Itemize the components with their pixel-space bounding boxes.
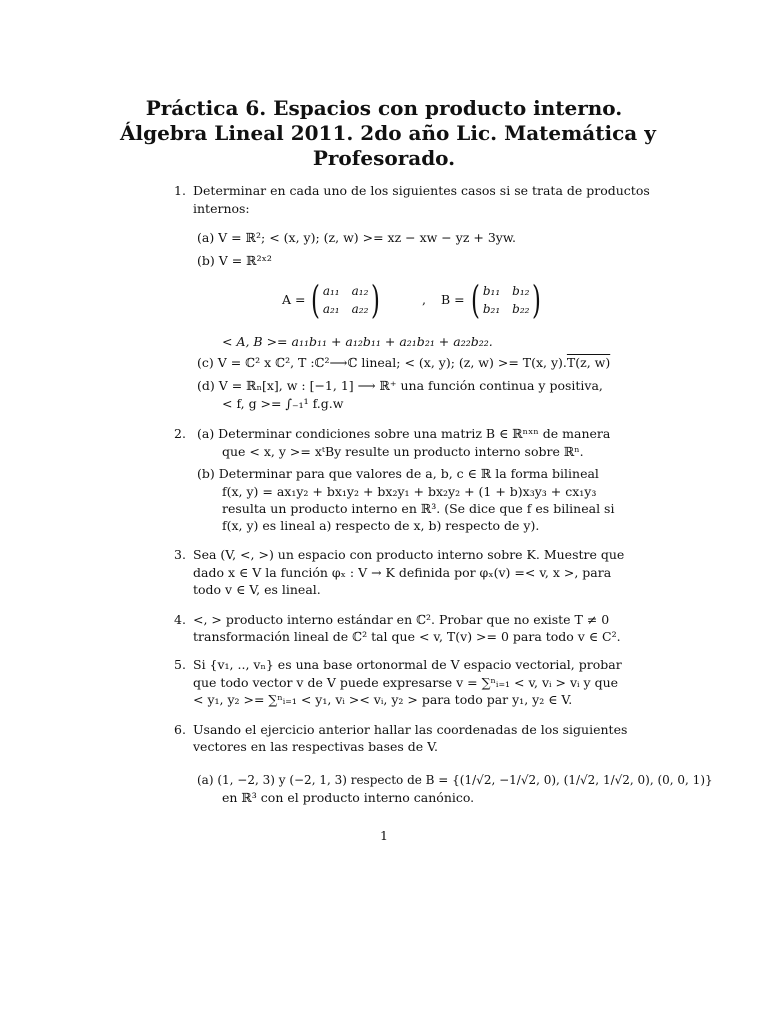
matrix-a-cell: a₁₂ — [351, 284, 369, 298]
exercise-1c-conjugate: T(z, w) — [566, 355, 611, 370]
exercise-1b: (b) V = ℝ²ˣ² — [197, 253, 272, 268]
page-number: 1 — [380, 828, 388, 843]
exercise-6a-line-2: en ℝ³ con el producto interno canónico. — [222, 790, 475, 805]
exercise-2a-line-2: que < x, y >= xᵗBy resulte un producto interno sobre ℝⁿ. — [222, 444, 584, 459]
exercise-6-number: 6. — [174, 722, 186, 737]
exercise-5-line-1: Si {v₁, .., vₙ} es una base ortonormal de V espacio vectorial, probar — [193, 657, 622, 672]
exercise-4-line-2: transformación lineal de ℂ² tal que < v, T(v) >= 0 para todo v ∈ C². — [193, 629, 621, 644]
matrix-b-cells — [483, 284, 530, 316]
matrix-a-cell: a₂₂ — [351, 302, 369, 316]
exercise-3-line-3: todo v ∈ V, es lineal. — [193, 582, 321, 597]
matrix-separator: , — [422, 292, 426, 307]
matrix-a-cell: a₁₁ — [322, 284, 340, 298]
exercise-4-number: 4. — [174, 612, 186, 627]
exercise-2b-line-2: f(x, y) = ax₁y₂ + bx₁y₂ + bx₂y₁ + bx₂y₂ + (1 + b)x₃y₃ + cx₁y₃ — [222, 484, 597, 499]
exercise-6-line-2: vectores en las respectivas bases de V. — [193, 739, 438, 754]
exercise-1d-line-1: (d) V = ℝₙ[x], w : [−1, 1] ⟶ ℝ⁺ una función continua y positiva, — [197, 378, 603, 393]
title-line-3: Profesorado. — [312, 146, 456, 170]
exercise-2-number: 2. — [174, 426, 186, 441]
matrix-b-label: B = — [441, 292, 465, 307]
exercise-4-line-1: <, > producto interno estándar en ℂ². Probar que no existe T ≠ 0 — [193, 612, 610, 627]
title-line-1: Práctica 6. Espacios con producto interno. — [145, 96, 623, 120]
exercise-1b-product: < A, B >= a₁₁b₁₁ + a₁₂b₁₁ + a₂₁b₂₁ + a₂₂b₂₂. — [222, 334, 493, 349]
matrix-a: ( a₁₁ a₁₂ a₂₁ a₂₂ ) — [310, 278, 381, 322]
page-title — [120, 96, 656, 171]
exercise-2b-line-4: f(x, y) es lineal a) respecto de x, b) respecto de y). — [222, 518, 540, 533]
matrix-a-cell: a₂₁ — [322, 302, 340, 316]
exercise-2b-line-1: (b) Determinar para que valores de a, b, c ∈ ℝ la forma bilineal — [197, 466, 599, 481]
exercise-3-line-2: dado x ∈ V la función φₓ : V → K definida por φₓ(v) =< v, x >, para — [193, 565, 612, 580]
title-line-2: Álgebra Lineal 2011. 2do año Lic. Matemática y — [120, 121, 656, 145]
exercise-2b-line-3: resulta un producto interno en ℝ³. (Se dice que f es bilineal si — [222, 501, 615, 516]
matrix-b-cell: b₁₂ — [512, 284, 530, 298]
exercise-3-line-1: Sea (V, <, >) un espacio con producto interno sobre K. Muestre que — [193, 547, 625, 562]
exercise-6a-line-1: (a) (1, −2, 3) y (−2, 1, 3) respecto de B = {(1/√2, −1/√2, 0), (1/√2, 1/√2, 0), (0, 0, 1)} — [197, 773, 713, 787]
exercise-6-line-1: Usando el ejercicio anterior hallar las coordenadas de los siguientes — [193, 722, 628, 737]
exercise-1a: (a) V = ℝ²; < (x, y); (z, w) >= xz − xw − yz + 3yw. — [197, 230, 517, 245]
matrix-b: ( b₁₁ b₁₂ b₂₁ b₂₂ ) — [470, 278, 542, 322]
exercise-5-number: 5. — [174, 657, 186, 672]
exercise-5-line-2: que todo vector v de V puede expresarse v = ∑ⁿᵢ₌₁ < v, vᵢ > vᵢ y que — [193, 675, 619, 690]
exercise-1-text-line-2: internos: — [193, 201, 250, 216]
exercise-1c — [197, 354, 610, 372]
exercise-3-number: 3. — [174, 547, 186, 562]
exercise-1-text-line-1: Determinar en cada uno de los siguientes casos si se trata de productos — [193, 183, 650, 198]
matrix-b-cell: b₂₁ — [482, 302, 501, 316]
matrix-b-cell: b₂₂ — [512, 302, 530, 316]
matrix-a-label: A = — [282, 292, 306, 307]
exercise-1c-text: (c) V = ℂ² x ℂ², T :ℂ²⟶ℂ lineal; < (x, y); (z, w) >= T(x, y). — [197, 355, 567, 370]
matrix-a-cells — [323, 284, 369, 316]
exercise-2a-line-1: (a) Determinar condiciones sobre una matriz B ∈ ℝⁿˣⁿ de manera — [197, 426, 611, 441]
matrix-b-cell: b₁₁ — [482, 284, 501, 298]
exercise-1d-line-2: < f, g >= ∫₋₁¹ f.g.w — [222, 396, 344, 411]
exercise-1-number: 1. — [174, 183, 186, 198]
exercise-5-line-3: < y₁, y₂ >= ∑ⁿᵢ₌₁ < y₁, vᵢ >< vᵢ, y₂ > para todo par y₁, y₂ ∈ V. — [193, 692, 573, 707]
